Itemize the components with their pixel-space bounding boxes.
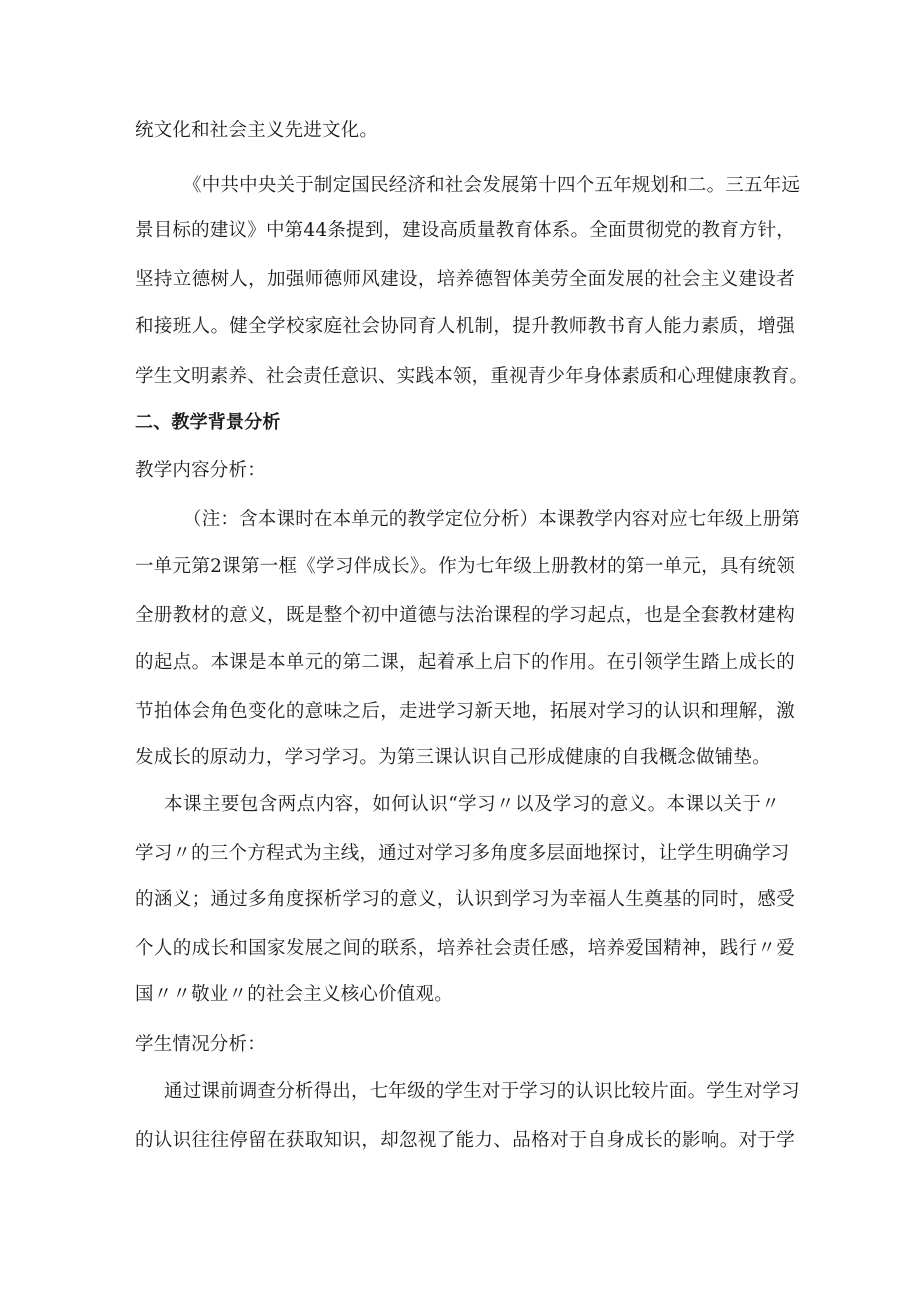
text-line-2: 《中共中央关于制定国民经济和社会发展第十四个五年规划和二。三五年远 — [183, 175, 801, 196]
text-line-12: 的起点。本课是本单元的第二课，起着承上启下的作用。在引领学生踏上成长的 — [135, 652, 795, 673]
subheading-student-analysis: 学生情况分析： — [135, 1034, 266, 1055]
text-line-17: 的涵义；通过多角度探析学习的意义，认识到学习为幸福人生奠基的同时，感受 — [135, 889, 795, 910]
text-line-5: 和接班人。健全学校家庭社会协同育人机制，提升教师教书育人能力素质，增强 — [135, 316, 795, 337]
text-line-13: 节拍体会角色变化的意味之后，走进学习新天地，拓展对学习的认识和理解，激 — [135, 701, 795, 722]
text-line-21: 通过课前调查分析得出，七年级的学生对于学习的认识比较片面。学生对学习 — [164, 1081, 800, 1102]
text-line-15: 本课主要包含两点内容，如何认识“学习〃以及学习的意义。本课以关于〃 — [164, 794, 780, 815]
subheading-content-analysis: 教学内容分析： — [135, 460, 266, 481]
text-line-18: 个人的成长和国家发展之间的联系，培养社会责任感，培养爱国精神，践行〃爱 — [135, 938, 795, 959]
text-line-3: 景目标的建议》中第44条提到，建设高质量教育体系。全面贯彻党的教育方针， — [135, 220, 795, 241]
text-line-22: 的认识往往停留在获取知识，却忽视了能力、品格对于自身成长的影响。对于学 — [135, 1130, 795, 1151]
text-line-16: 学习〃的三个方程式为主线，通过对学习多角度多层面地探讨，让学生明确学习 — [135, 843, 790, 864]
text-line-14: 发成长的原动力，学习学习。为第三课认识自己形成健康的自我概念做铺垫。 — [135, 747, 771, 768]
text-line-6: 学生文明素养、社会责任意识、实践本领，重视青少年身体素质和心理健康教育。 — [135, 366, 809, 387]
text-line-19: 国〃〃敬业〃的社会主义核心价值观。 — [135, 984, 453, 1005]
text-line-11: 全册教材的意义，既是整个初中道德与法治课程的学习起点，也是全套教材建构 — [135, 605, 795, 626]
text-line-9: （注：含本课时在本单元的教学定位分析）本课教学内容对应七年级上册第 — [183, 509, 801, 530]
text-line-10: 一单元第2课第一框《学习伴成长》。作为七年级上册教材的第一单元，具有统领 — [135, 556, 795, 577]
section-heading: 二、教学背景分析 — [135, 412, 281, 433]
text-line-1: 统文化和社会主义先进文化。 — [135, 120, 379, 141]
text-line-4: 坚持立德树人，加强师德师风建设，培养德智体美劳全面发展的社会主义建设者 — [135, 269, 795, 290]
